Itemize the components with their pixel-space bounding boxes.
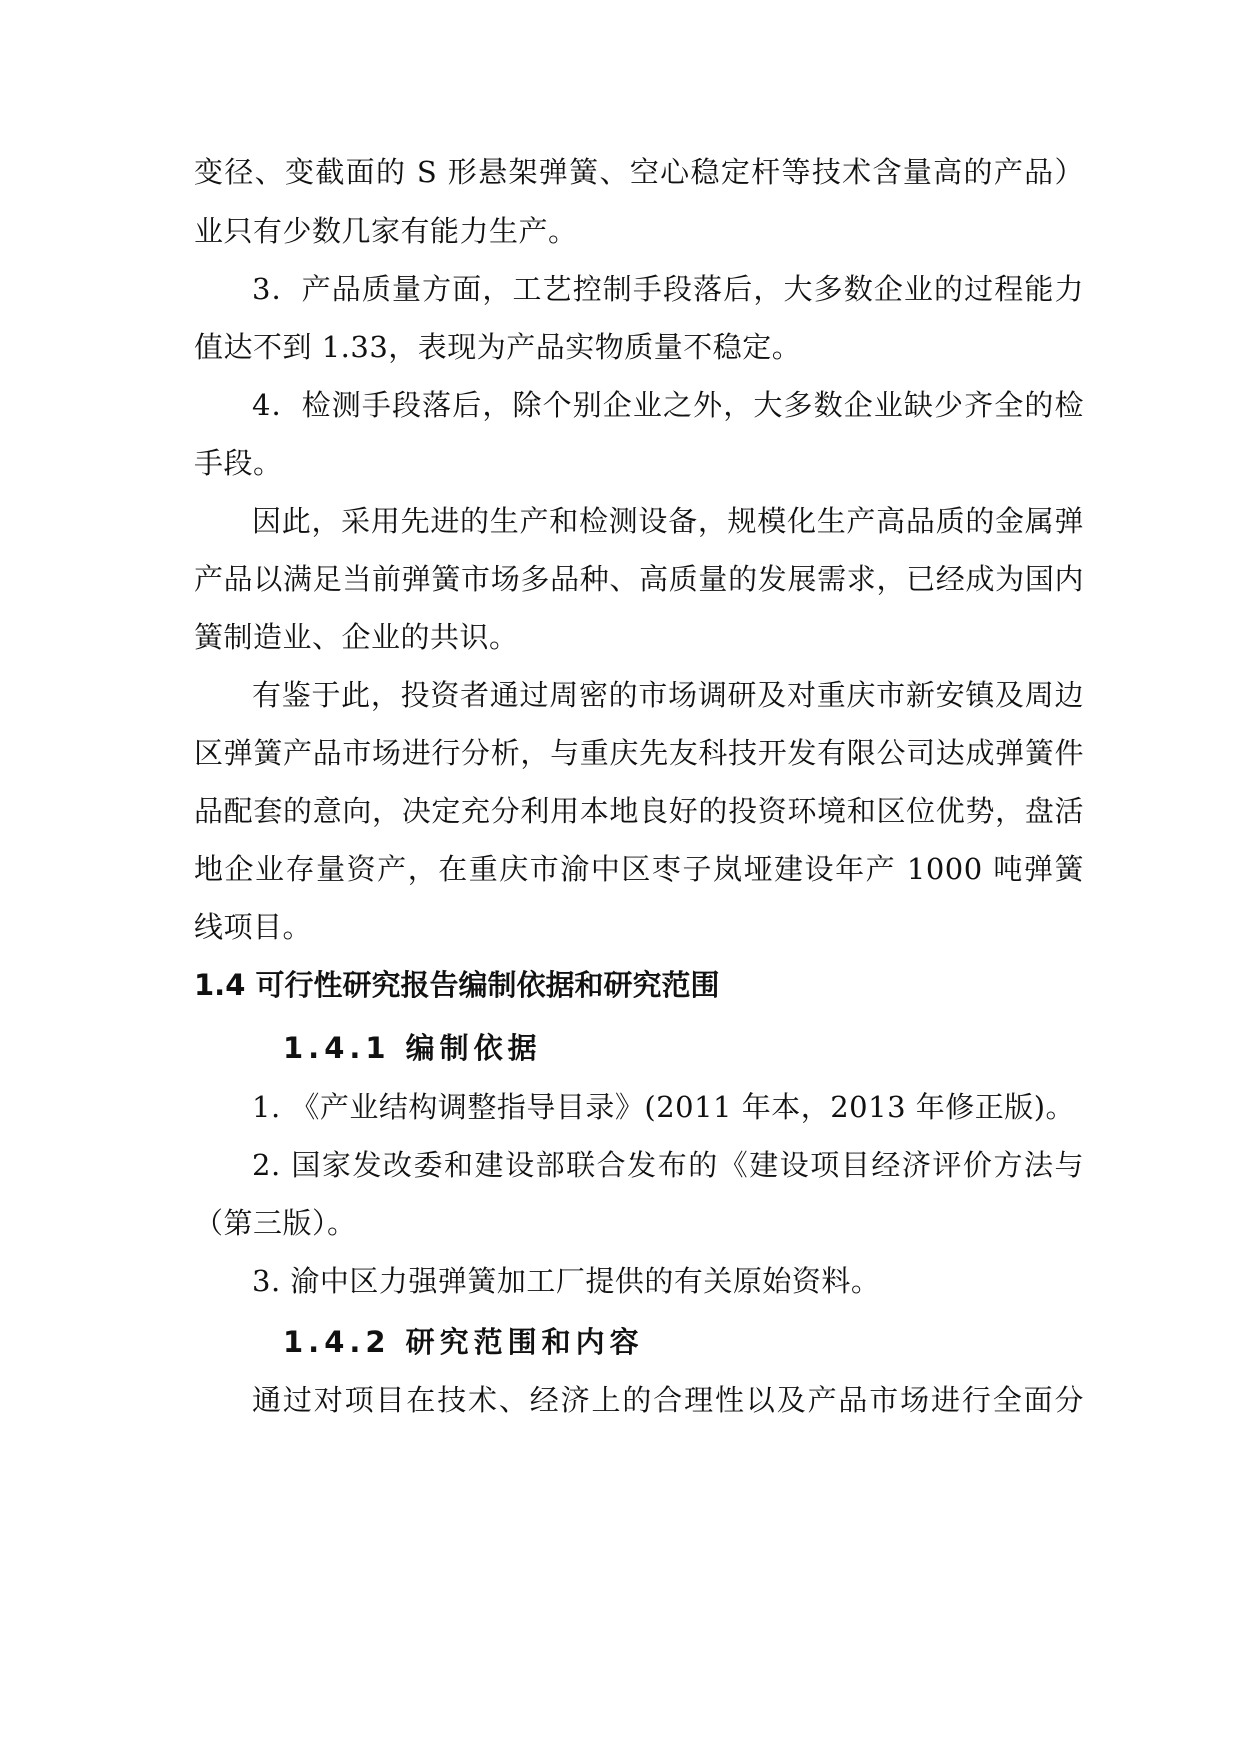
section-heading: 1.4 可行性研究报告编制依据和研究范围 [194, 968, 720, 1002]
body-line: 区弹簧产品市场进行分析，与重庆先友科技开发有限公司达成弹簧件 [194, 736, 1084, 770]
body-line: 3．产品质量方面，工艺控制手段落后，大多数企业的过程能力 [252, 272, 1084, 306]
body-line: 有鉴于此，投资者通过周密的市场调研及对重庆市新安镇及周边 [252, 678, 1084, 712]
body-line: 手段。 [194, 446, 283, 480]
reference-item: 2. 国家发改委和建设部联合发布的《建设项目经济评价方法与 [252, 1148, 1084, 1182]
subsection-heading: 1.4.1 编制依据 [283, 1031, 542, 1065]
reference-item: （第三版）。 [194, 1206, 357, 1240]
body-line: 业只有少数几家有能力生产。 [194, 214, 578, 248]
body-line: 4．检测手段落后，除个别企业之外，大多数企业缺少齐全的检 [252, 388, 1084, 422]
body-line: 产品以满足当前弹簧市场多品种、高质量的发展需求，已经成为国内 [194, 562, 1084, 596]
body-line: 通过对项目在技术、经济上的合理性以及产品市场进行全面分 [252, 1383, 1084, 1417]
body-line: 因此，采用先进的生产和检测设备，规模化生产高品质的金属弹 [252, 504, 1084, 538]
body-line: 品配套的意向，决定充分利用本地良好的投资环境和区位优势，盘活 [194, 794, 1084, 828]
body-line: 地企业存量资产，在重庆市渝中区枣子岚垭建设年产 1000 吨弹簧 [194, 852, 1084, 886]
body-line: 值达不到 1.33，表现为产品实物质量不稳定。 [194, 330, 802, 364]
reference-item: 3. 渝中区力强弹簧加工厂提供的有关原始资料。 [252, 1264, 881, 1298]
body-line: 簧制造业、企业的共识。 [194, 620, 519, 654]
body-line: 变径、变截面的 S 形悬架弹簧、空心稳定杆等技术含量高的产品） [194, 155, 1084, 189]
body-line: 线项目。 [194, 910, 313, 944]
subsection-heading: 1.4.2 研究范围和内容 [283, 1325, 644, 1359]
reference-item: 1. 《产业结构调整指导目录》(2011 年本，2013 年修正版)。 [252, 1090, 1076, 1124]
